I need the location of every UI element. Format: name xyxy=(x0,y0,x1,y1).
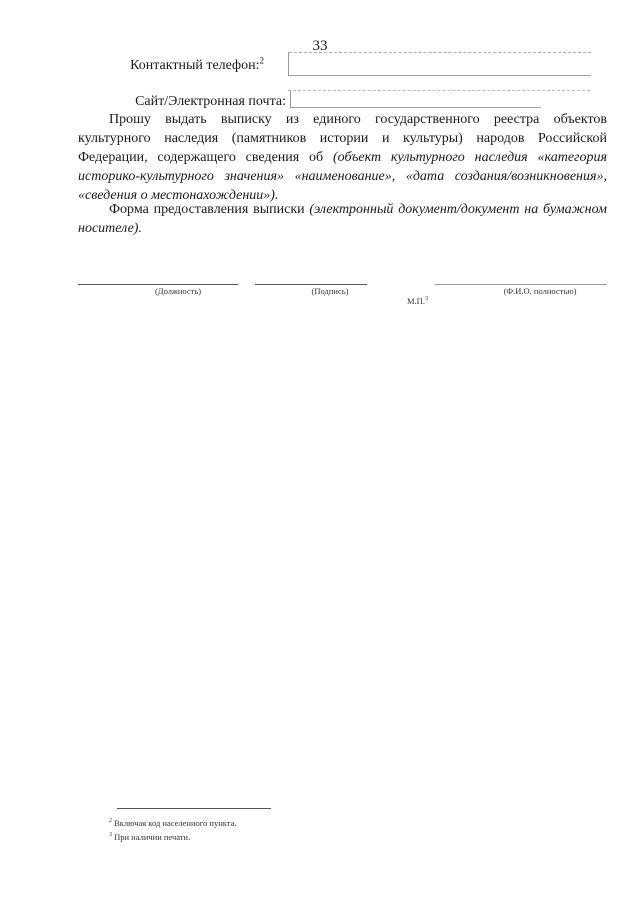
stamp-label: М.П.$^3$ xyxy=(407,296,428,306)
phone-label: Контактный телефон:$^2$ xyxy=(130,55,264,73)
full-name-caption: (Ф.И.О. полностью) xyxy=(503,286,577,296)
request-details: (объект культурного наследия «категория историко-культурного значения» «наименование», «дата создания/возникновения», «сведения о местонахождении»). xyxy=(78,150,608,203)
site-email-label: Сайт/Электронная почта: xyxy=(135,94,286,109)
position-caption: (Должность) xyxy=(154,286,202,296)
request-paragraph: Прошу выдать выписку из единого государственного реестра объектов культурного наследия (памятников истории и культуры) народов Российской Федерации, содержащего сведения об (объект культурного наследия «категория историко-культурного значения» «наименование», «дата создания/возникновения», «сведения о местонахождении»). xyxy=(78,112,608,203)
signature-caption: (Подпись) xyxy=(311,286,349,296)
footnote-rule xyxy=(117,808,271,809)
site-email-field[interactable] xyxy=(290,90,541,108)
stamp-footnote-ref: 3 xyxy=(424,296,428,303)
signature-line[interactable] xyxy=(255,284,367,285)
form-options: (электронный документ/документ на бумажном носителе). xyxy=(78,202,607,236)
page-number: 33 xyxy=(312,38,328,54)
phone-footnote-ref: 2 xyxy=(259,55,264,66)
position-line[interactable] xyxy=(78,284,238,285)
phone-field[interactable] xyxy=(288,52,591,76)
footnote-phone-code: $^2$ Включая код населенного пункта. xyxy=(109,818,237,828)
form-paragraph: Форма предоставления выписки (электронный документ/документ на бумажном носителе). xyxy=(78,202,607,236)
footnote-stamp: $^3$ При наличии печати. xyxy=(109,832,191,842)
full-name-line[interactable] xyxy=(435,284,607,285)
